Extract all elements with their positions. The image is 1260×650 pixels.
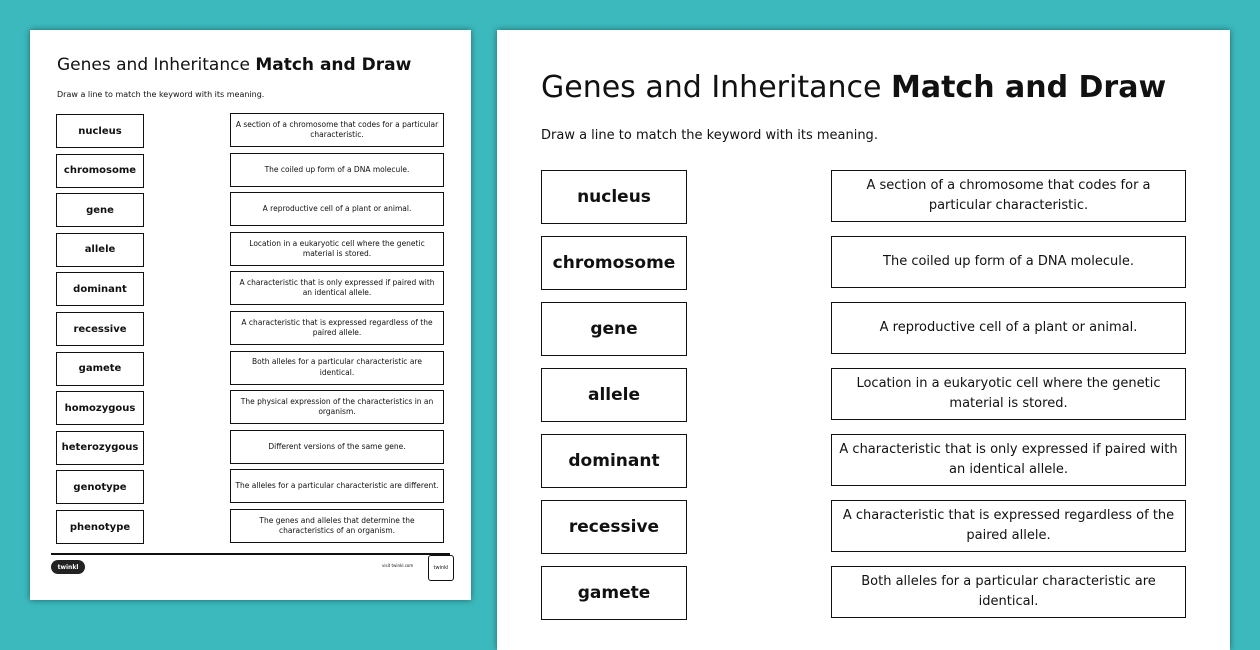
definition-box: Both alleles for a particular characteristic are identical. xyxy=(230,351,444,385)
definition-box: A characteristic that is only expressed if paired with an identical allele. xyxy=(230,271,444,305)
keyword-box: recessive xyxy=(56,312,144,346)
worksheet-thumbnail xyxy=(30,30,471,600)
thumbnail-instruction: Draw a line to match the keyword with its meaning. xyxy=(57,90,265,99)
definition-box: The physical expression of the characteristics in an organism. xyxy=(230,390,444,424)
definition-box: A section of a chromosome that codes for a particular characteristic. xyxy=(230,113,444,147)
keyword-box: allele xyxy=(56,233,144,267)
keyword-box: dominant xyxy=(541,434,687,488)
definition-box: Location in a eukaryotic cell where the genetic material is stored. xyxy=(230,232,444,266)
page-title: Genes and Inheritance Match and Draw xyxy=(541,70,1167,105)
page-instruction: Draw a line to match the keyword with its meaning. xyxy=(541,128,878,143)
footer-divider xyxy=(51,553,450,555)
keyword-box: heterozygous xyxy=(56,431,144,465)
definition-box: Different versions of the same gene. xyxy=(230,430,444,464)
definition-box: The genes and alleles that determine the characteristics of an organism. xyxy=(230,509,444,543)
keyword-box: chromosome xyxy=(541,236,687,290)
footer-badge-icon: twinkl xyxy=(428,555,454,581)
keyword-box: dominant xyxy=(56,272,144,306)
definition-box: Location in a eukaryotic cell where the genetic material is stored. xyxy=(831,368,1186,420)
twinkl-logo: twinkl xyxy=(51,560,85,574)
definition-box: A characteristic that is expressed regardless of the paired allele. xyxy=(230,311,444,345)
keyword-box: genotype xyxy=(56,470,144,504)
definition-box: The alleles for a particular characteristic are different. xyxy=(230,469,444,503)
definition-box: The coiled up form of a DNA molecule. xyxy=(230,153,444,187)
keyword-box: gamete xyxy=(56,352,144,386)
footer-url: visit twinkl.com xyxy=(382,563,414,568)
definition-box: A reproductive cell of a plant or animal. xyxy=(831,302,1186,354)
keyword-box: gene xyxy=(541,302,687,356)
keyword-box: allele xyxy=(541,368,687,422)
keyword-box: nucleus xyxy=(56,114,144,148)
definition-box: Both alleles for a particular characteristic are identical. xyxy=(831,566,1186,618)
definition-box: A reproductive cell of a plant or animal. xyxy=(230,192,444,226)
definition-box: The coiled up form of a DNA molecule. xyxy=(831,236,1186,288)
keyword-box: chromosome xyxy=(56,154,144,188)
keyword-box: gene xyxy=(56,193,144,227)
keyword-box: gamete xyxy=(541,566,687,620)
thumbnail-title: Genes and Inheritance Match and Draw xyxy=(57,55,412,75)
definition-box: A section of a chromosome that codes for a particular characteristic. xyxy=(831,170,1186,222)
keyword-box: phenotype xyxy=(56,510,144,544)
keyword-box: nucleus xyxy=(541,170,687,224)
definition-box: A characteristic that is only expressed if paired with an identical allele. xyxy=(831,434,1186,486)
keyword-box: recessive xyxy=(541,500,687,554)
worksheet-page xyxy=(497,30,1230,650)
definition-box: A characteristic that is expressed regardless of the paired allele. xyxy=(831,500,1186,552)
keyword-box: homozygous xyxy=(56,391,144,425)
